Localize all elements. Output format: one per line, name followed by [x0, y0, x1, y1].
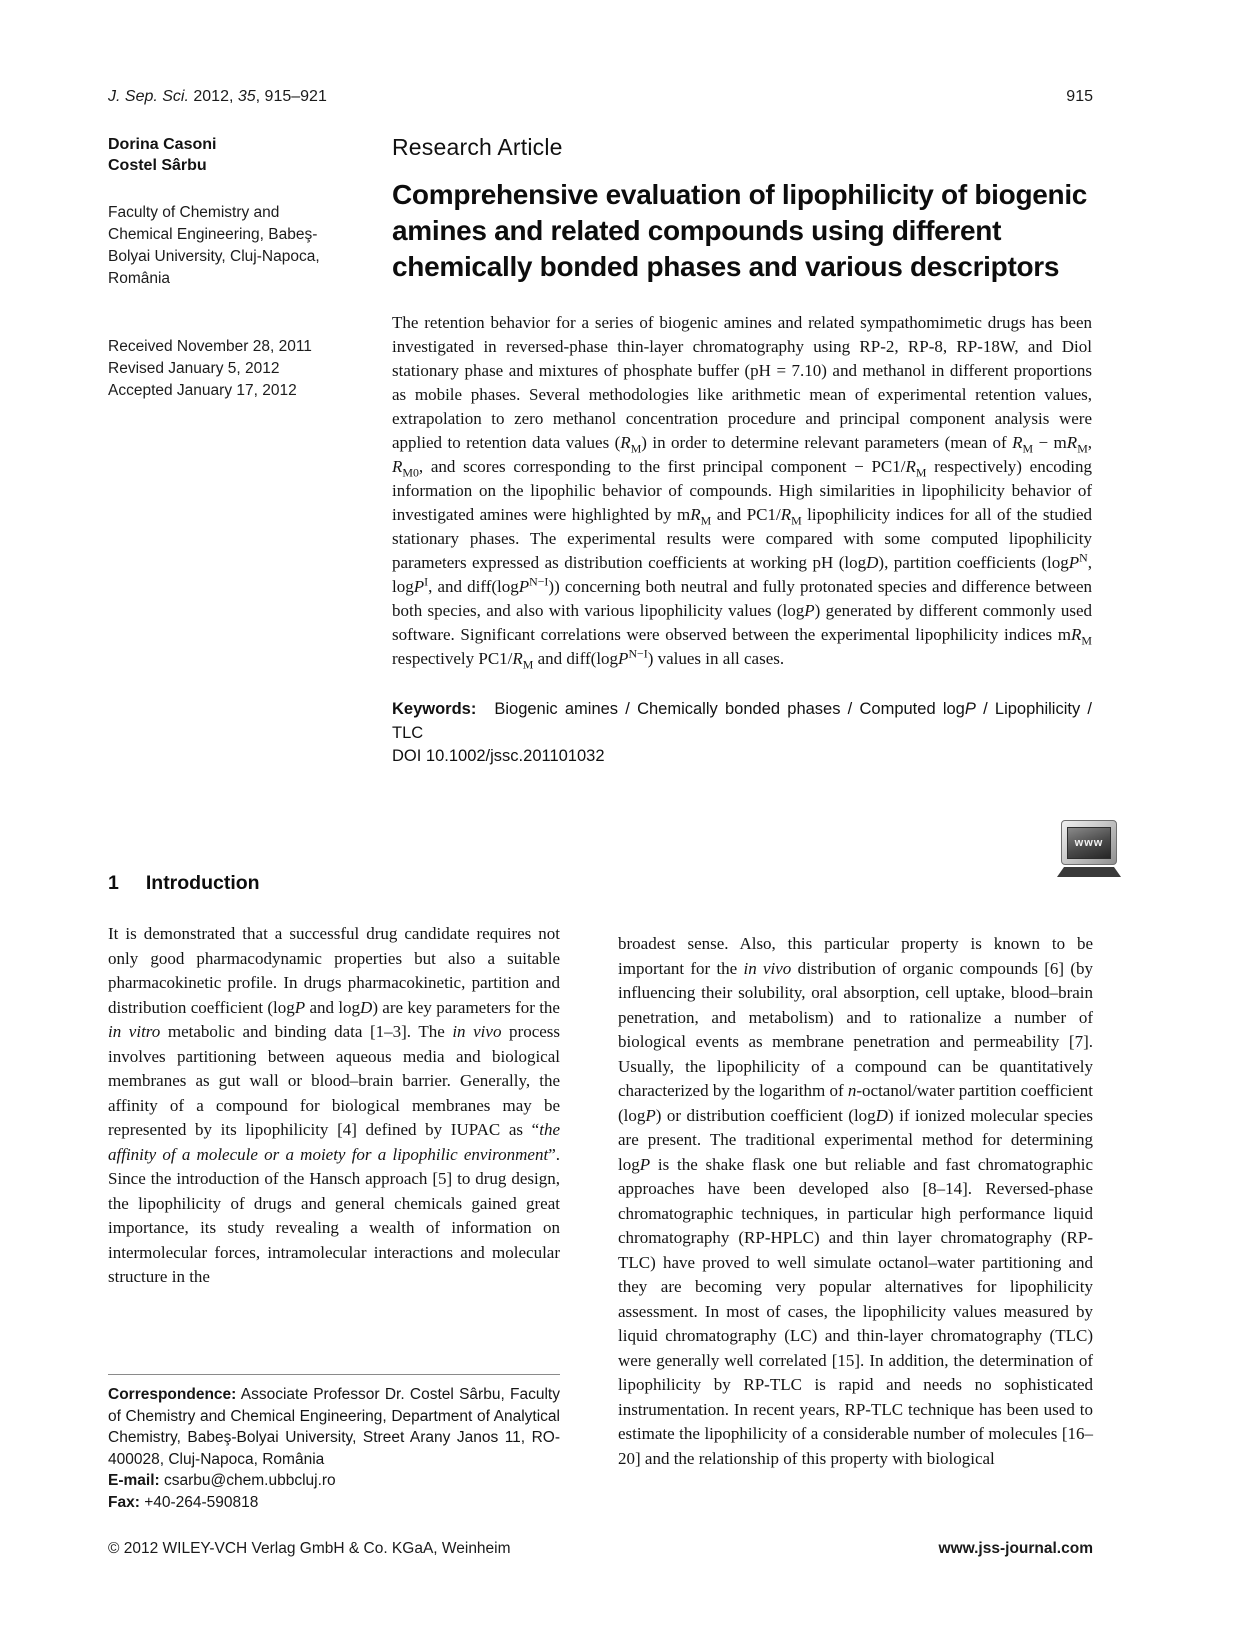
accepted-date: Accepted January 17, 2012 [108, 382, 297, 399]
page-footer [108, 1540, 1093, 1558]
journal-citation: J. Sep. Sci. 2012, 35, 915–921 [108, 88, 327, 105]
section-title: Introduction [145, 872, 260, 894]
author-list [108, 134, 333, 176]
www-icon-label: www [1067, 827, 1111, 859]
keywords [392, 697, 1092, 745]
keywords-label: Keywords: [392, 700, 477, 718]
email-address: csarbu@chem.ubbcluj.ro [164, 1472, 336, 1489]
affiliation: Faculty of Chemistry and Chemical Engineering, Babeş-Bolyai University, Cluj-Napoca, România [108, 204, 320, 287]
author-name: Dorina Casoni [108, 136, 217, 153]
article-title: Comprehensive evaluation of lipophilicity of biogenic amines and related compounds using different chemically bonded phases and various descriptors [392, 179, 1088, 282]
abstract: The retention behavior for a series of biogenic amines and related sympathomimetic drugs has been investigated in reversed-phase thin-layer chromatography using RP-2, RP-8, RP-18W, and Diol stationary phase and mixtures of phosphate buffer (pH = 7.10) and methanol in different proportions as mobile phases. Several methodologies like arithmetic mean of experimental retention values, extrapolation to zero methanol concentration procedure and principal component analysis were applied to retention data values $(R_M)$ in order to determine relevant parameters (mean of $R_M - mR_M$, $R_{M0}$, and scores corresponding to the first principal component − $PC1/R_M$ respectively) encoding information on the lipophilic behavior of compounds. High similarities in lipophilicity behavior of investigated amines were highlighted by $mR_M$ and $PC1/R_M$ lipophilicity indices for all of the studied stationary phases. The experimental results were compared with some computed lipophilicity parameters expressed as distribution coefficients at working pH (logD), partition coefficients (logP$^N$, logP$^I$, and diff(logP$^{N-I}$)) concerning both neutral and fully protonated species and difference between both species, and also with various lipophilicity values (logP) generated by different commonly used software. Significant correlations were observed between the experimental lipophilicity indices $mR_M$ respectively $PC1/R_M$ and diff(logP$^{N-I}$) values in all cases. [392, 313, 1093, 672]
author-name: Costel Sârbu [108, 157, 207, 174]
divider-rule [108, 1374, 560, 1375]
monitor-icon [1061, 820, 1117, 865]
keywords-list: Biogenic amines / Chemically bonded phases / Computed logP / Lipophilicity / TLC [392, 700, 1092, 742]
section-number: 1 [108, 872, 119, 894]
revised-date: Revised January 5, 2012 [108, 360, 280, 377]
right-column [618, 872, 1093, 1471]
fax-number: +40-264-590818 [144, 1493, 259, 1511]
page-number: 915 [1066, 88, 1093, 105]
copyright-notice: © 2012 WILEY-VCH Verlag GmbH & Co. KGaA, Weinheim [108, 1540, 511, 1557]
correspondence-text: Correspondence: Associate Professor Dr. Costel Sârbu, Faculty of Chemistry and Chemical Engineering, Department of Analytical Chemistry, Babeş-Bolyai University, Street Arany Janos 11, RO-400028, Cluj-Napoca, România [108, 1386, 560, 1468]
article-info-sidebar [108, 134, 333, 766]
fax-label: Fax: [108, 1493, 140, 1511]
doi: DOI 10.1002/jssc.201101032 [392, 747, 605, 765]
intro-paragraph-right: broadest sense. Also, this particular property is known to be important for the in vivo distribution of organic compounds [6] (by influencing their solubility, oral absorption, cell uptake, blood–brain penetration, and metabolism) and to rationalize a number of biological events as membrane penetration and permeability [7]. Usually, the lipophilicity of a compound can be quantitatively characterized by the logarithm of n-octanol/water partition coefficient (logP) or distribution coefficient (logD) if ionized molecular species are present. The traditional experimental method for determining logP is the shake flask one but reliable and fast chromatographic approaches have been developed also [8–14]. Reversed-phase chromatographic techniques, in particular high performance liquid chromatography (RP-HPLC) and thin layer chromatography (RP-TLC) have proved to well simulate octanol–water partitioning and they are becoming very popular alternatives for lipophilicity assessment. In most of cases, the lipophilicity values measured by liquid chromatography (LC) and thin-layer chromatography (TLC) were generally well correlated [15]. In addition, the determination of lipophilicity by RP-TLC is rapid and needs no sophisticated instrumentation. In recent years, RP-TLC technique has been used to estimate the lipophilicity of a considerable number of molecules [16–20] and the relationship of this property with biological [618, 934, 1094, 1468]
received-date: Received November 28, 2011 [108, 338, 312, 355]
masthead [108, 134, 1093, 766]
article-type-label: Research Article [392, 134, 563, 160]
intro-paragraph-left: It is demonstrated that a successful drug candidate requires not only good pharmacodynamic properties but also a suitable pharmacokinetic profile. In drugs pharmacokinetic, partition and distribution coefficient (logP and logD) are key parameters for the in vitro metabolic and binding data [1–3]. The in vivo process involves partitioning between aqueous media and biological membranes as gut wall or blood–brain barrier. Generally, the affinity of a compound for biological membranes may be represented by its lipophilicity [4] defined by IUPAC as “the affinity of a molecule or a moiety for a lipophilic environment”. Since the introduction of the Hansch approach [5] to drug design, the lipophilicity of drugs and general chemicals gained great importance, its study revealing a wealth of information on intermolecular forces, intramolecular interactions and molecular structure in the [108, 924, 561, 1286]
email-label: E-mail: [108, 1472, 160, 1489]
correspondence-block [108, 1374, 560, 1513]
article-history [108, 336, 333, 402]
fax-line [108, 1492, 560, 1514]
article-head [392, 134, 1093, 766]
journal-website: www.jss-journal.com [938, 1540, 1093, 1557]
email-line [108, 1470, 560, 1492]
section-heading [108, 872, 560, 895]
running-head [108, 88, 1093, 106]
